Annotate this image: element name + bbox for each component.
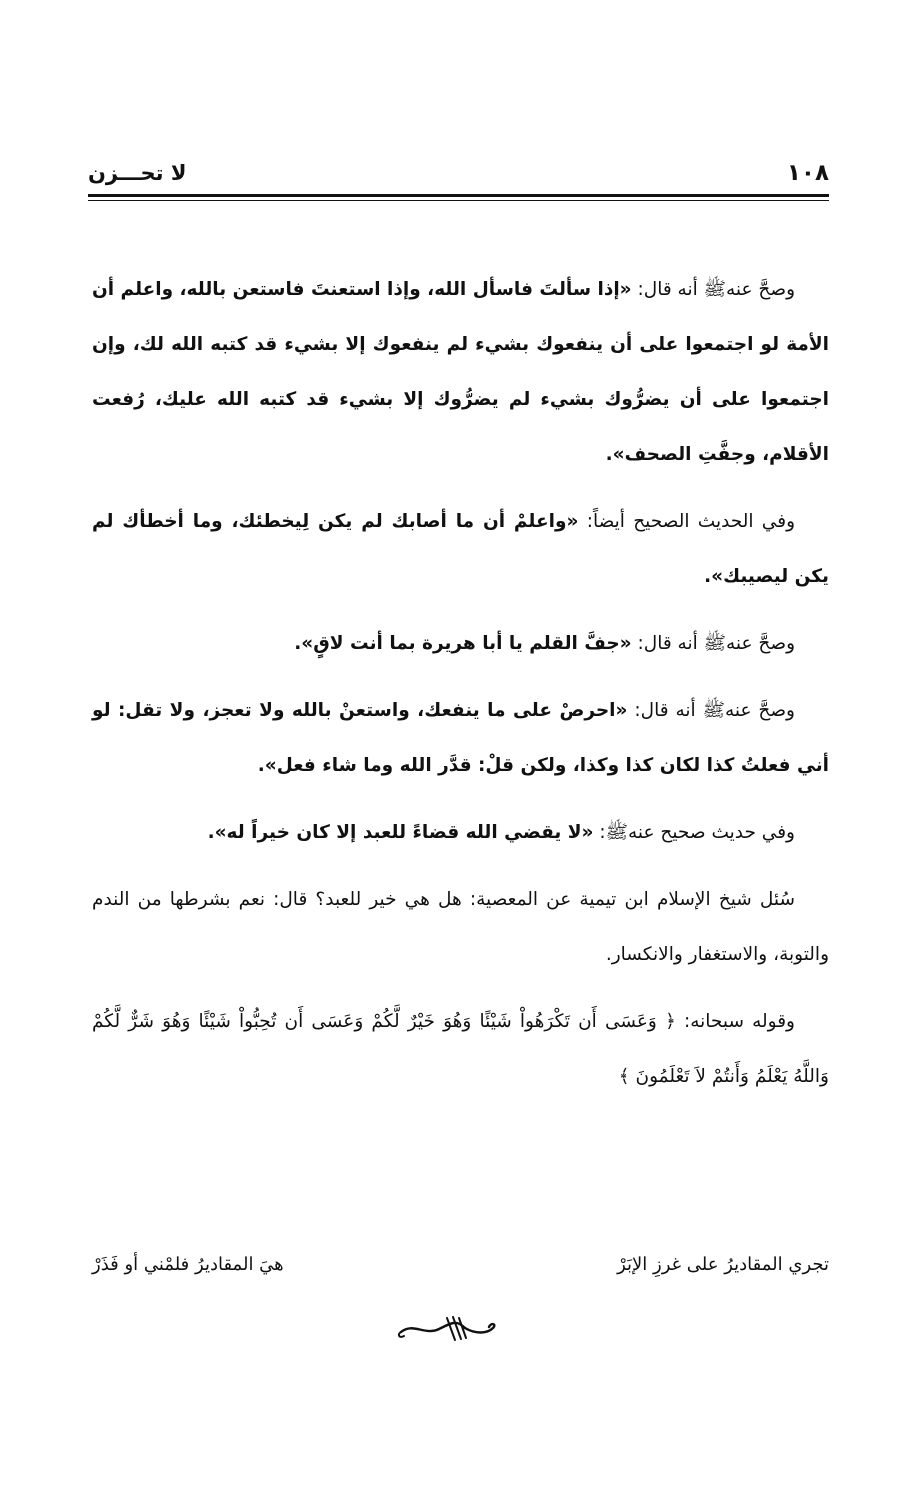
poetry-verse: [92, 1245, 829, 1285]
hadith-quote: «جفَّ القلم يا أبا هريرة بما أنت لاقٍ».: [294, 633, 632, 654]
quran-verse: ﴿ وَعَسَى أَن تَكْرَهُواْ شَيْئًا وَهُوَ خَيْرٌ لَّكُمْ وَعَسَى أَن تُحِبُّواْ شَيْئًا وَهُوَ شَرٌّ لَّكُمْ وَاللَّهُ يَعْلَمُ وَأَنتُمْ لاَ تَعْلَمُونَ ﴾: [92, 1011, 829, 1087]
paragraph-hadith-3: [92, 616, 829, 671]
book-title: لا تحـــزن: [88, 161, 187, 185]
paragraph-text: سُئل شيخ الإسلام ابن تيمية عن المعصية: هل هي خير للعبد؟ قال: نعم بشرطها من الندم والتوبة، والاستغفار والانكسار.: [92, 889, 829, 965]
second-hemistich: هيَ المقاديرُ فلمْني أو فَذَرْ: [92, 1254, 284, 1275]
paragraph-ibn-taymiyyah: [92, 872, 829, 982]
page-header: [88, 155, 829, 195]
paragraph-intro: وصحَّ عنهﷺ أنه قال:: [627, 700, 795, 721]
paragraph-intro: وقوله سبحانه:: [675, 1011, 795, 1032]
hadith-quote: «احرصْ على ما ينفعك، واستعنْ بالله ولا تعجز، ولا تقل: لو أني فعلتُ كذا لكان كذا وكذا، ولكن قلْ: قدَّر الله وما شاء فعل».: [92, 700, 829, 776]
paragraph-hadith-5: [92, 805, 829, 860]
paragraph-intro: وفي الحديث الصحيح أيضاً:: [578, 511, 796, 532]
header-rule-thick: [88, 194, 829, 197]
header-rule-thin: [88, 200, 829, 201]
paragraph-intro: وفي حديث صحيح عنهﷺ:: [593, 822, 795, 843]
page-body: [92, 262, 829, 1104]
paragraph-intro: وصحَّ عنهﷺ أنه قال:: [631, 279, 795, 300]
hadith-quote: «لا يقضي الله قضاءً للعبد إلا كان خيراً له».: [207, 822, 594, 843]
page-number: ١٠٨: [786, 160, 829, 186]
paragraph-hadith-4: [92, 683, 829, 793]
first-hemistich: تجري المقاديرُ على غرزِ الإبَرْ: [617, 1254, 829, 1275]
paragraph-hadith-2: [92, 494, 829, 604]
paragraph-quran: [92, 994, 829, 1104]
paragraph-intro: وصحَّ عنهﷺ أنه قال:: [631, 633, 795, 654]
paragraph-hadith-1: [92, 262, 829, 482]
hadith-quote: «واعلمْ أن ما أصابك لم يكن لِيخطئك، وما أخطأك لم يكن ليصيبك».: [92, 511, 829, 587]
calligraphic-flourish-icon: [395, 1312, 505, 1346]
hadith-quote: «إذا سألتَ فاسأل الله، وإذا استعنتَ فاستعن بالله، واعلم أن الأمة لو اجتمعوا على أن ينفعوك بشيء لم ينفعوك إلا بشيء قد كتبه الله لك، وإن اجتمعوا على أن يضرُّوك بشيء لم يضرُّوك إلا بشيء قد كتبه الله عليك، رُفعت الأقلام، وجفَّتِ الصحف».: [91, 279, 829, 465]
